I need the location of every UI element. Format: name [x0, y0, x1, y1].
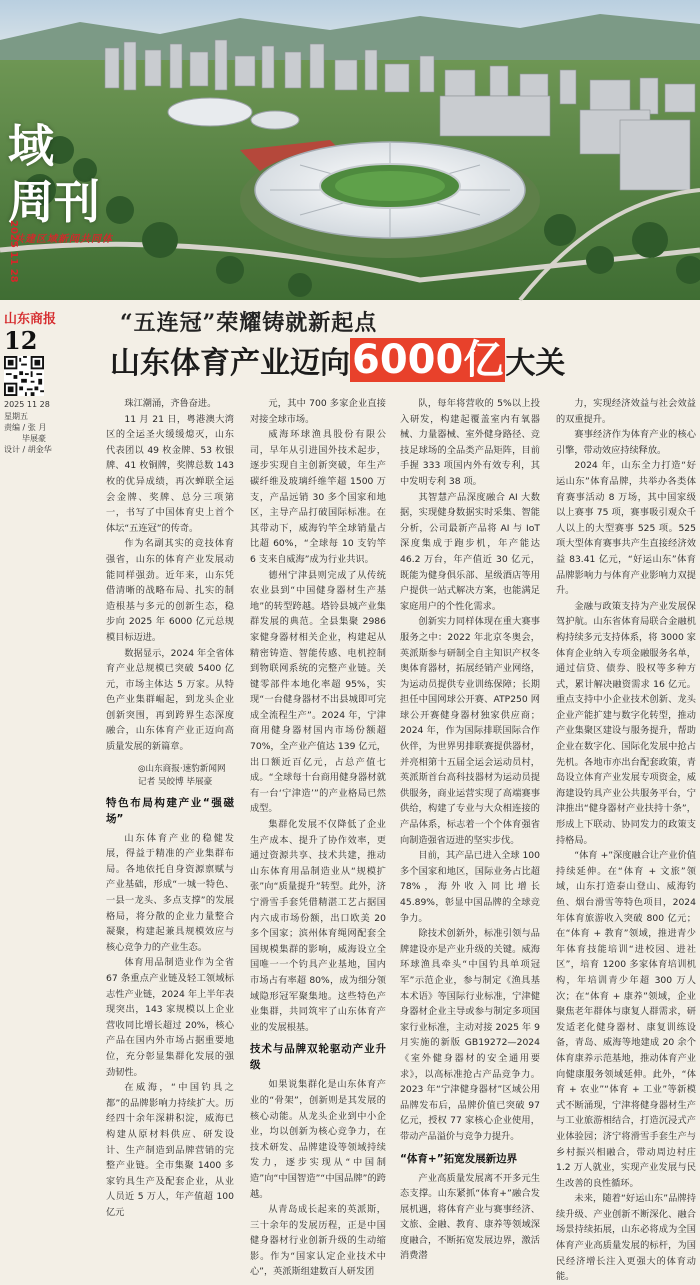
article-column-1 — [106, 396, 234, 1218]
headline-highlight-number: 6000亿 — [352, 337, 504, 383]
credit-line: 毕展豪 — [22, 434, 46, 443]
masthead-date: 2025 11 28 — [8, 220, 19, 283]
paragraph: 集群化发展不仅降低了企业生产成本、提升了协作效率，更通过资源共享、技术共建，推动山东体育用品制造业从“规模扩张”向“质量提升”转型。此外，济宁滑雪手套凭借精湛工艺占据国内六成市场份额，出口欧美 20 多个国家；滨州体育绳网配套全国规模集群的影响，威海设立全国唯一一个钓具产业基地，国内市场占有率超 80%，成为细分领域隐形冠军聚集地。这些特色产业集群，共同筑牢了山东体育产业的发展根基。 — [250, 819, 386, 1033]
credit-line: 责编 / 张 月 — [4, 423, 47, 432]
paragraph: 队，每年将营收的 5%以上投入研发，构建起覆盖室内有氧器械、力量器械、室外健身路径、竞技足球场的全品类产品矩阵，目前手握 333 项国内外有效专利，其中发明专利 38 项。 — [400, 398, 540, 487]
section-heading: “体育+”拓宽发展新边界 — [400, 1152, 518, 1165]
credit-line: 设计 / 胡金华 — [4, 445, 52, 454]
paragraph: 在威海，“中国钓具之都”的品牌影响力持续扩大。历经四十余年深耕积淀，威海已构建从原材料供应、研发设计、生产制造到品牌营销的完整产业链。全市集聚 1400 多家钓具生产及配套企业，从业人员近 5 万人，年产值超 100 亿元 — [106, 1082, 234, 1218]
paragraph: 体育用品制造业作为全省 67 条重点产业链及轻工领域标志性产业链，2024 年上半年表现突出，143 家规模以上企业营收同比增长超过 20%，核心产品在国内外市场占据重要地位，充分彰显集群化发展的强劲韧性。 — [106, 957, 234, 1078]
editor-credits — [4, 422, 60, 455]
paragraph: 创新实力同样体现在重大赛事服务之中：2022 年北京冬奥会，英派斯参与研制全自主知识产权冬奥体育器材，拓展经销产业网络，为运动员提供专业训练保障；长期担任中国网球公开赛、ATP250 网球公开赛健身器材独家供应商；2024 年，作为国际排联国际合作伙伴，为世界男排联赛提供器材，并亮相第十五届全运会运动员村，英派斯首台高科技器材为运动员提供服务，商业运营实现了高端赛事供给，构建了专业与大众相连接的产品体系，标志着一个个体育强省向制造强省迈进的坚实步伐。 — [400, 616, 540, 846]
paragraph: 从青岛成长起来的英派斯，三十余年的发展历程，正是中国健身器材行业创新升级的生动缩影。作为“国家认定企业技术中心”，英派斯组建数百人研发团 — [250, 1204, 386, 1278]
paragraph: 德州宁津县则完成了从传统农业县到“中国健身器材生产基地”的转型跨越。塔铃县城产业集群发展的典范。全县集聚 2986 家健身器材相关企业，构建起从精密铸造、智能传感、电机控制到物联网系统的完整产业链。关键零部件本地化率超 95%，实现“一台健身器材不出县城即可完成全流程生产”。2024 年，宁津商用健身器材国内市场份额超 70%，全产业产值达 139 亿元，出口额近百亿元，占总产值七成。“全球每十台商用健身器材就有一台‘宁津造’”的产业格局已然成型。 — [250, 569, 386, 815]
article-column-2 — [250, 396, 386, 1278]
issue-date: 2025 11 28 — [4, 400, 50, 409]
article-column-3 — [400, 396, 540, 1262]
byline-source: ◎山东商报·速豹新闻网 — [138, 763, 226, 774]
masthead-title-line: 周刊 — [8, 175, 100, 229]
paragraph: 除技术创新外，标准引领与品牌建设亦是产业升级的关键。威海环球渔具牵头“中国钓具单项冠军”示范企业，参与制定《渔具基本术语》等国际行业标准，宁津健身器材企业主导或参与制定多项国家行业标准，主动对接 2025 年 9 月实施的新版 GB19272—2024《室外健身器材的安全通用要求》，以高标准抢占产品竞争力。2023 年“宁津健身器材”区域公用品牌发布后，品牌价值已突破 97 亿元，授权 77 家核心企业使用，带动产品溢价与竞争力提升。 — [400, 928, 540, 1142]
masthead-title-line: 域 — [8, 119, 54, 173]
side-info-column — [0, 300, 58, 1029]
headline-kicker: “五连冠”荣耀铸就新起点 — [120, 310, 378, 336]
paragraph: “体育 +”深度融合让产业价值持续延伸。在“体育 + 文旅”领域，山东打造泰山登山、威海钓鱼、烟台滑雪等特色项目，2024 年体育旅游收入突破 800 亿元；在“体育 + 教育”领域，推进青少年体育技能培训“进校园、进社区”，培育 1200 多家体育培训机构，年培训青少年超 300 万人次；在“体育 + 康养”领域，企业聚焦老年群体与康复人群需求，研发适老化健身器材、康复训练设备，青岛、威海等地建成 20 余个体育康养示范基地，推动体育产业向健康服务领域延伸。此外，“体育 + 农业”“体育 + 工业”等新模式不断涌现，宁津将健身器材生产与工业旅游相结合，打造沉浸式产业体验园；济宁将滑雪手套生产与乡村振兴相融合，带动周边村庄 1.2 万人就业，实现产业发展与民生改善的良性循环。 — [556, 850, 696, 1189]
paper-name: 山东商报 — [4, 312, 57, 327]
masthead-slogan: 共建区域新闻共同体 — [14, 234, 113, 245]
paragraph: 其智慧产品深度融合 AI 大数据，实现健身数据实时采集、智能分析，公司最新产品将 AI 与 IoT 深度集成于跑步机，年产能达 46.2 万台，年产值近 30 亿元，既能为健身俱乐部、星级酒店等用户提供一站式解决方案，也能满足家庭用户的个性化需求。 — [400, 491, 540, 612]
article-column-4 — [556, 396, 696, 1283]
headline-part-a: 山东体育产业迈向 — [110, 346, 350, 381]
paragraph: 如果说集群化是山东体育产业的“骨架”，创新则是其发展的核心动能。从龙头企业到中小企业，均以创新为核心竞争力，在技术研发、品牌建设等领域持续发力，逐步实现从“中国制造”向“中国智造”“中国品牌”的跨越。 — [250, 1079, 386, 1200]
paragraph: 11 月 21 日，粤港澳大湾区的全运圣火缓缓熄灭，山东代表团以 49 枚金牌、53 枚银牌、41 枚铜牌，奖牌总数 143 枚的优异成绩，再次蝉联全运会金牌、奖牌、总分三项第一，书写了中国体育史上首个体坛“五连冠”的传奇。 — [106, 413, 234, 534]
paragraph: 威海环球渔具股份有限公司，早年从引进国外技术起步，逐步实现自主创新突破，年生产碳纤维及玻璃纤维竿超 1500 万支，产品远销 30 多个国家和地区，主导产品打破国际标准。在其带动下，威海钓竿全球销量占比超 60%，“全球每 10 支钓竿 6 支来自威海”成为行业共识。 — [250, 429, 386, 565]
paragraph: 元，其中 700 多家企业直接对接全球市场。 — [250, 398, 386, 425]
byline-reporters: 记者 吴皎博 毕展豪 — [138, 776, 213, 787]
headline-part-b: 大关 — [505, 346, 566, 381]
paragraph: 作为名副其实的竞技体育强省，山东的体育产业发展动能同样强劲。近年来，山东凭借清晰的战略布局、扎实的制造根基与多元的创新生态，稳步向 2025 年 6000 亿元总规模目标迈进。 — [106, 538, 234, 643]
paragraph: 山东体育产业的稳健发展，得益于精准的产业集群布局。各地依托自身资源禀赋与产业基础，形成“一城一特色、一县一龙头、多点支撑”的发展格局，将分散的企业力量整合凝聚，构建起兼具规模效应与核心竞争力的产业生态。 — [106, 832, 234, 953]
masthead-title — [8, 118, 108, 230]
page-number: 12 — [4, 326, 38, 355]
qr-code-icon[interactable] — [4, 356, 44, 396]
paragraph: 赛事经济作为体育产业的核心引擎，带动效应持续释放。 — [556, 429, 696, 456]
paragraph: 2024 年，山东全力打造“好运山东”体育品牌，共举办各类体育赛事活动 8 万场，其中国家级以上赛事 75 项，赛事吸引观众千人以上的大型赛事 525 项。525 项大型体育赛事共产生直接经济效益 83.41 亿元，“好运山东”体育品牌影响力与体育产业影响力双提升。 — [556, 460, 696, 597]
paragraph: 产业高质量发展离不开多元生态支撑。山东紧抓“体育+”融合发展机遇，将体育产业与赛事经济、文旅、金融、教育、康养等领域深度融合，不断拓宽发展边界，激活消费潜 — [400, 1172, 540, 1262]
paragraph: 力，实现经济效益与社会效益的双重提升。 — [556, 398, 696, 425]
section-heading: 特色布局构建产业“强磁场” — [106, 796, 234, 825]
paragraph: 未来，随着“好运山东”品牌持续升级、产业创新不断深化、融合场景持续拓展，山东必将成为全国体育产业高质量发展的标杆，为国民经济增长注入更强大的体育动能。 — [556, 1193, 696, 1283]
paragraph: 数据显示，2024 年全省体育产业总规模已突破 5400 亿元，市场主体达 5 万家。从特色产业集群崛起，到龙头企业创新突围，再到跨界生态深度融合，山东体育产业正迈向高质量发展的新篇章。 — [106, 647, 234, 753]
section-heading: 技术与品牌双轮驱动产业升级 — [250, 1043, 386, 1072]
issue-weekday: 星期五 — [4, 412, 28, 421]
headline-main — [110, 338, 565, 382]
paragraph: 目前，其产品已进入全球 100 多个国家和地区，国际业务占比超 78%，海外收入同比增长 45.89%，彰显中国品牌的全球竞争力。 — [400, 850, 540, 924]
paragraph: 金融与政策支持为产业发展保驾护航。山东省体育局联合金融机构持续多元支持体系，将 3000 家体育企业纳入专项金融服务名单，通过信贷、债券、股权等多种方式，累计解决融资需求 16 亿元。重点支持中小企业技术创新、龙头企业产能扩建与数字化转型，推动产业集聚区建设与服务提升，帮助企业在数字化、国际化发展中抢占先机。各地市亦出台配套政策，青岛设立体育产业发展专项资金，威海建设钓具产业公共服务平台，宁津推出“健身器材产业扶持十条”，形成上下联动、协同发力的政策支持格局。 — [556, 600, 696, 846]
paragraph: 珠江潮涌，齐鲁奋进。 — [124, 398, 217, 409]
